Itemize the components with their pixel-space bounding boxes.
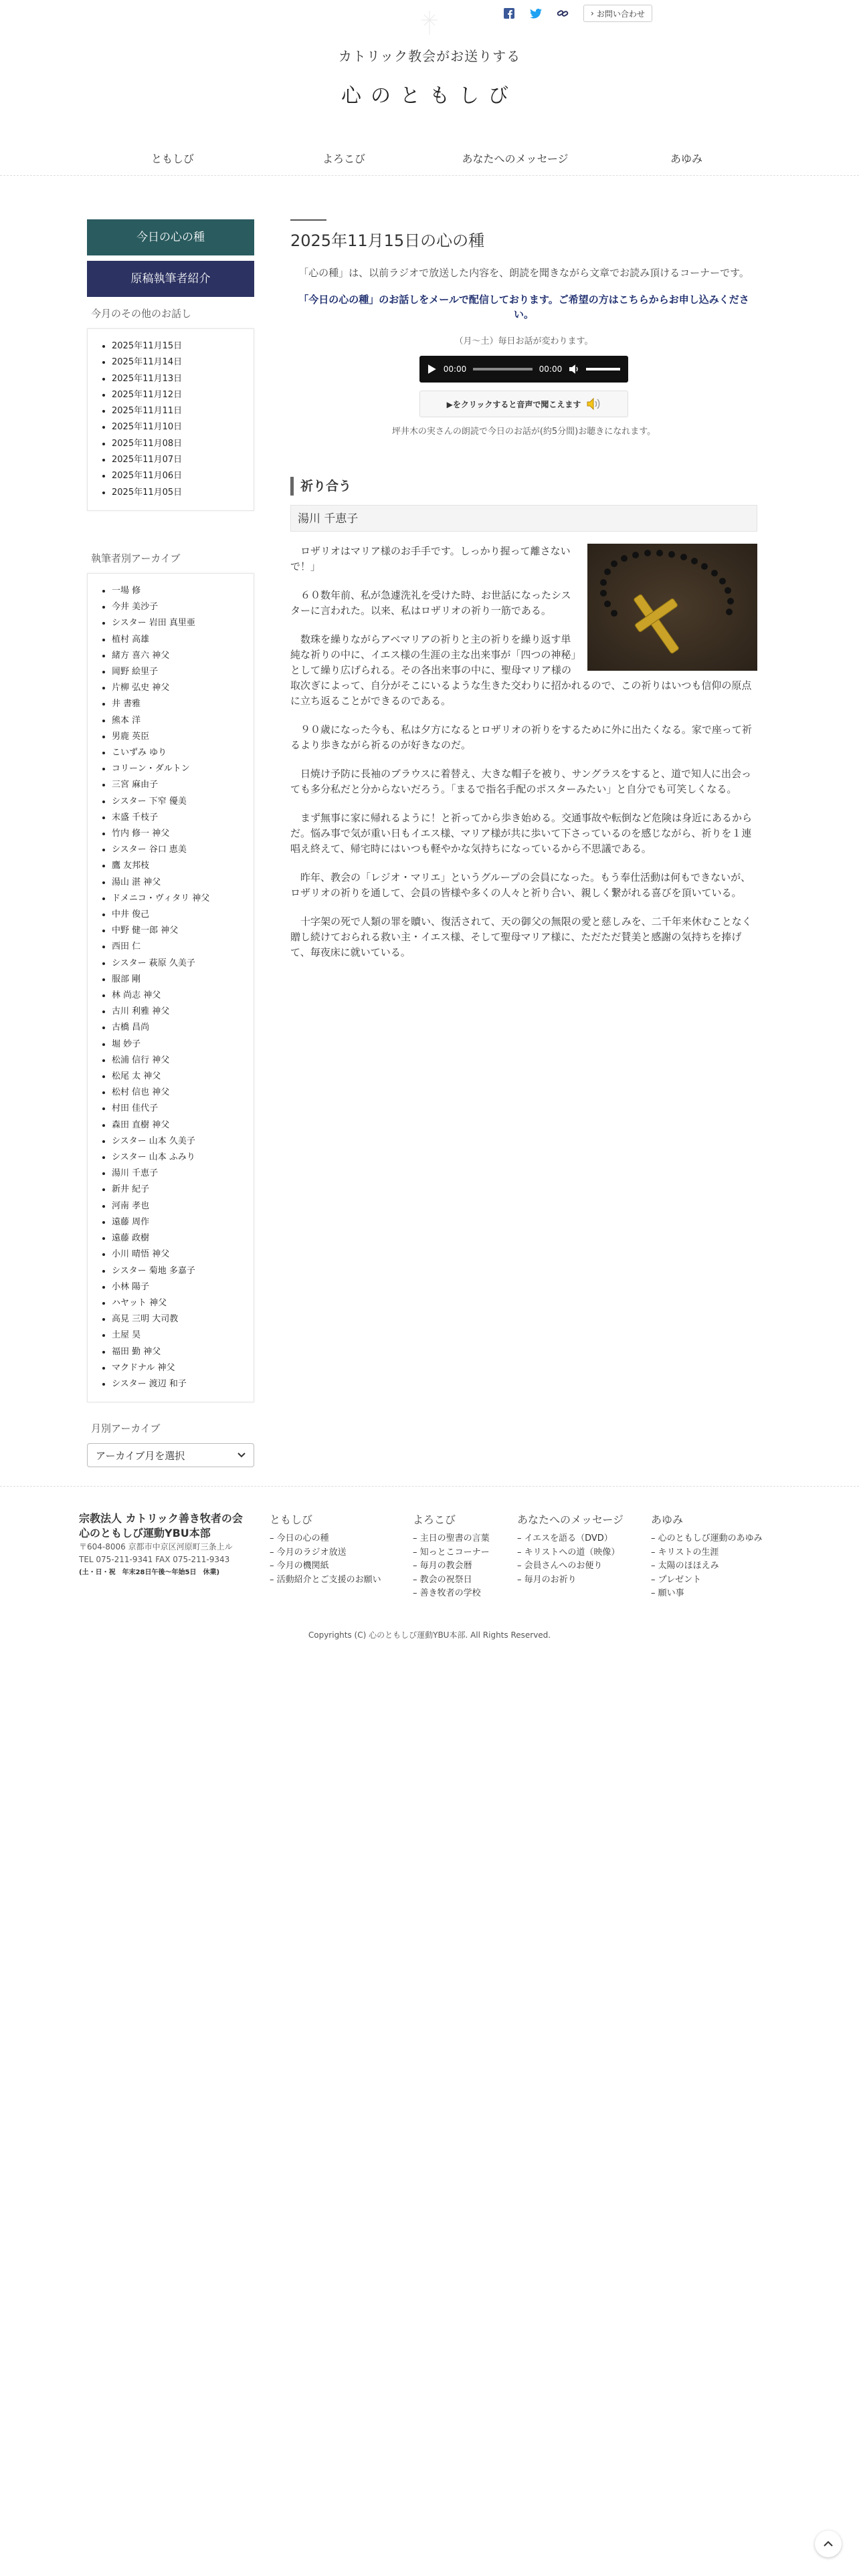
author-link[interactable]: • シスター 渡辺 和子 bbox=[112, 1376, 243, 1392]
footer-link[interactable] bbox=[517, 1560, 651, 1574]
footer-link[interactable] bbox=[651, 1574, 785, 1588]
monthly-archive-heading: 月別アーカイブ bbox=[91, 1422, 161, 1435]
essay-body bbox=[290, 544, 757, 960]
essay-paragraph: ９０歳になった今も、私は夕方になるとロザリオの祈りをするために外に出たくなる。家で座って祈るより歩きながら祈るのが好きなのだ。 bbox=[290, 724, 752, 751]
essay-paragraph: 日焼け予防に長袖のブラウスに着替え、大きな帽子を被り、サングラスをすると、道で知人に出会っても多分私だと分からないだろう。「まるで指名手配のポスターみたい」と自分でも可笑しくなる。 bbox=[290, 768, 751, 795]
chevron-down-icon bbox=[237, 1453, 246, 1458]
footer-link-list bbox=[413, 1532, 517, 1601]
author-link[interactable]: • 今井 美沙子 bbox=[112, 599, 243, 615]
dash-bullet: – bbox=[517, 1574, 524, 1585]
story-date-link[interactable]: • 2025年11月15日 bbox=[112, 338, 243, 354]
other-stories-list bbox=[87, 328, 254, 511]
story-date-link[interactable]: • 2025年11月13日 bbox=[112, 371, 243, 387]
story-date-link[interactable]: • 2025年11月14日 bbox=[112, 354, 243, 370]
footer-link-label: 太陽のほほえみ bbox=[658, 1561, 719, 1571]
footer-link-label: 教会の祝祭日 bbox=[419, 1574, 472, 1585]
author-link[interactable]: • 男鹿 英臣 bbox=[112, 729, 243, 745]
story-date-link[interactable]: • 2025年11月10日 bbox=[112, 419, 243, 435]
footer-link-label: 善き牧者の学校 bbox=[419, 1588, 481, 1598]
dash-bullet: – bbox=[651, 1533, 658, 1543]
audio-player bbox=[419, 356, 628, 383]
audio-current-time: 00:00 bbox=[443, 364, 467, 374]
footer-column-heading[interactable]: よろこび bbox=[413, 1513, 456, 1526]
author-link[interactable]: • 河南 孝也 bbox=[112, 1198, 243, 1214]
voice-caption: 坪井木の実さんの朗読で今日のお話が(約5分間)お聴きになれます。 bbox=[391, 427, 656, 437]
footer-link-label: 知っとこコーナー bbox=[419, 1547, 490, 1558]
dash-bullet: – bbox=[413, 1547, 420, 1558]
sidebar bbox=[87, 219, 254, 1467]
author-link[interactable]: • マクドナル 神父 bbox=[112, 1360, 243, 1376]
twitter-icon[interactable] bbox=[530, 7, 542, 19]
link-icon[interactable] bbox=[557, 7, 569, 19]
footer-link-label: キリストへの道（映像） bbox=[524, 1547, 620, 1558]
author-link[interactable]: • 小川 晴悟 神父 bbox=[112, 1247, 243, 1263]
footer-link[interactable] bbox=[517, 1574, 651, 1588]
authors-intro-button[interactable]: 原稿執筆者紹介 bbox=[87, 261, 254, 297]
author-link[interactable]: • 三宮 麻由子 bbox=[112, 777, 243, 793]
org-subname: 心のともしび運動YBU本部 bbox=[79, 1527, 211, 1539]
author-link[interactable]: • 林 尚志 神父 bbox=[112, 988, 243, 1004]
footer-link[interactable] bbox=[413, 1587, 517, 1601]
nav-item-ayumi[interactable]: あゆみ bbox=[670, 152, 702, 165]
author-link[interactable]: • 一場 修 bbox=[112, 583, 243, 599]
dash-bullet: – bbox=[517, 1533, 524, 1543]
footer-link-label: 毎月の教会暦 bbox=[419, 1561, 472, 1571]
dash-bullet: – bbox=[413, 1561, 420, 1571]
footer-link[interactable] bbox=[413, 1574, 517, 1588]
facebook-icon[interactable] bbox=[503, 7, 515, 19]
footer-link[interactable] bbox=[413, 1546, 517, 1560]
title-accent-line bbox=[290, 219, 326, 221]
author-name: 湯川 千恵子 bbox=[290, 505, 757, 532]
dash-bullet: – bbox=[651, 1574, 658, 1585]
authors-archive-list bbox=[87, 573, 254, 1402]
footer-link[interactable] bbox=[413, 1560, 517, 1574]
dash-bullet: – bbox=[651, 1561, 658, 1571]
footer-link[interactable] bbox=[651, 1560, 785, 1574]
author-link[interactable]: • シスター 谷口 恵美 bbox=[112, 842, 243, 858]
org-hours: (土・日・祝 年末28日午後〜年始5日 休業) bbox=[79, 1569, 220, 1576]
author-link[interactable]: • 西田 仁 bbox=[112, 939, 243, 955]
author-link[interactable]: • こいずみ ゆり bbox=[112, 745, 243, 761]
story-date-link[interactable]: • 2025年11月11日 bbox=[112, 403, 243, 419]
dash-bullet: – bbox=[413, 1574, 420, 1585]
org-address: 〒604-8006 京都市中京区河原町三条上ル bbox=[79, 1542, 233, 1551]
essay-paragraph: ６０数年前、私が急遽洗礼を受けた時、お世話になったシスターに言われた。以来、私はロザリオの祈り一筋である。 bbox=[290, 589, 571, 617]
author-link[interactable]: • 片柳 弘史 神父 bbox=[112, 680, 243, 696]
footer-column bbox=[413, 1511, 517, 1601]
candle-logo-icon bbox=[419, 9, 440, 36]
author-link[interactable]: • シスター 岩田 真里亜 bbox=[112, 615, 243, 631]
footer-link[interactable] bbox=[270, 1574, 413, 1588]
footer-link-label: 毎月のお祈り bbox=[524, 1574, 577, 1585]
footer-link-label: 主日の聖書の言葉 bbox=[419, 1533, 490, 1543]
author-link[interactable]: • 湯川 千恵子 bbox=[112, 1166, 243, 1182]
footer-link[interactable] bbox=[270, 1560, 413, 1574]
org-tel: TEL 075-211-9341 FAX 075-211-9343 bbox=[79, 1555, 230, 1564]
author-link[interactable]: • 中井 俊己 bbox=[112, 907, 243, 923]
author-link[interactable]: • 松浦 信行 神父 bbox=[112, 1053, 243, 1069]
author-link[interactable]: • 中野 健一郎 神父 bbox=[112, 923, 243, 939]
volume-icon[interactable] bbox=[569, 364, 579, 374]
story-date-link[interactable]: • 2025年11月05日 bbox=[112, 485, 243, 501]
intro-text: 「心の種」は、以前ラジオで放送した内容を、朗読を聞きながら文章でお読み頂けるコーナーです。 bbox=[298, 267, 749, 279]
author-link[interactable]: • シスター 下窄 優美 bbox=[112, 794, 243, 810]
contact-button[interactable] bbox=[583, 5, 652, 22]
footer-link[interactable] bbox=[651, 1587, 785, 1601]
author-link[interactable]: • 熊本 洋 bbox=[112, 713, 243, 729]
footer-link-label: プレゼント bbox=[658, 1574, 702, 1585]
author-link[interactable]: • 堀 妙子 bbox=[112, 1037, 243, 1053]
chevron-up-icon bbox=[824, 2541, 833, 2547]
dash-bullet: – bbox=[651, 1588, 658, 1598]
author-link[interactable]: • 土屋 昊 bbox=[112, 1327, 243, 1344]
footer-link-label: 会員さんへのお便り bbox=[524, 1561, 603, 1571]
story-date-link[interactable]: • 2025年11月12日 bbox=[112, 387, 243, 403]
author-link[interactable]: • 末盛 千枝子 bbox=[112, 810, 243, 826]
today-seed-button[interactable]: 今日の心の種 bbox=[87, 219, 254, 255]
author-link[interactable]: • シスター 萩原 久美子 bbox=[112, 956, 243, 972]
footer-organization bbox=[79, 1511, 270, 1601]
author-link[interactable]: • 服部 剛 bbox=[112, 972, 243, 988]
dash-bullet: – bbox=[517, 1547, 524, 1558]
footer-link-label: 今日の心の種 bbox=[276, 1533, 329, 1543]
nav-item-message[interactable]: あなたへのメッセージ bbox=[462, 152, 569, 165]
author-link[interactable]: • 松尾 太 神父 bbox=[112, 1069, 243, 1085]
author-link[interactable]: • 井 書雅 bbox=[112, 696, 243, 712]
author-link[interactable]: • コリーン・ダルトン bbox=[112, 761, 243, 777]
author-link[interactable]: • シスター 山本 久美子 bbox=[112, 1134, 243, 1150]
footer-link-list bbox=[517, 1532, 651, 1587]
essay-paragraph: 数珠を繰りながらアベマリアの祈りと主の祈りを繰り返す単純な祈りの中に、イエス様の生涯の主な出来事が「四つの神秘」として繰り広げられる。その各出来事の中に、聖母マリア様の取次ぎによって、自分がそこにいるような生きた交わりに招かれるので、この祈りはいつも信仰の原点に立ち返ることができるのである。 bbox=[290, 633, 752, 707]
footer-column-heading[interactable]: ともしび bbox=[270, 1513, 313, 1526]
page-title: 2025年11月15日の心の種 bbox=[290, 231, 485, 250]
footer-column bbox=[270, 1511, 413, 1601]
contact-label: お問い合わせ bbox=[596, 9, 645, 19]
footer-link-label: 願い事 bbox=[658, 1588, 684, 1598]
footer-column bbox=[651, 1511, 785, 1601]
footer-link-label: 今月のラジオ放送 bbox=[276, 1547, 347, 1558]
footer-link[interactable] bbox=[651, 1546, 785, 1560]
daily-note: （月〜土）毎日お話が変わります。 bbox=[454, 336, 593, 346]
footer-link-list bbox=[651, 1532, 785, 1601]
chevron-right-icon: › bbox=[591, 9, 594, 18]
voice-play-button[interactable] bbox=[419, 391, 628, 417]
author-link[interactable]: • 岡野 絵里子 bbox=[112, 664, 243, 680]
monthly-archive-select[interactable] bbox=[87, 1443, 254, 1467]
nav-item-tomoshibi[interactable]: ともしび bbox=[151, 152, 194, 165]
dash-bullet: – bbox=[270, 1574, 277, 1585]
author-link[interactable]: • シスター 山本 ふみり bbox=[112, 1150, 243, 1166]
audio-seek-bar[interactable] bbox=[473, 368, 532, 370]
dash-bullet: – bbox=[651, 1547, 658, 1558]
author-link[interactable]: • 遠藤 周作 bbox=[112, 1214, 243, 1230]
author-link[interactable]: • 松村 信也 神父 bbox=[112, 1085, 243, 1101]
nav-divider bbox=[0, 175, 859, 176]
author-link[interactable]: • 古橋 昌尚 bbox=[112, 1020, 243, 1036]
story-date-link[interactable]: • 2025年11月07日 bbox=[112, 452, 243, 468]
footer-link-label: イエスを語る（DVD） bbox=[524, 1533, 613, 1543]
dash-bullet: – bbox=[517, 1561, 524, 1571]
site-title[interactable]: 心のともしび bbox=[341, 84, 518, 108]
footer-link[interactable] bbox=[413, 1532, 517, 1546]
footer-link-columns bbox=[270, 1511, 785, 1601]
author-link[interactable]: • 森田 直樹 神父 bbox=[112, 1117, 243, 1134]
other-stories-heading: 今月のその他のお話し bbox=[91, 308, 192, 320]
mail-subscribe-link[interactable]: 「今日の心の種」のお話しをメールで配信しております。ご希望の方はこちらからお申し込みください。 bbox=[298, 294, 749, 320]
footer-link[interactable] bbox=[517, 1532, 651, 1546]
footer-link[interactable] bbox=[651, 1532, 785, 1546]
author-link[interactable]: • 竹内 修一 神父 bbox=[112, 826, 243, 842]
author-link[interactable]: • ドメニコ・ヴィタリ 神父 bbox=[112, 891, 243, 907]
back-to-top-button[interactable] bbox=[815, 2531, 842, 2557]
author-link[interactable]: • ハヤット 神父 bbox=[112, 1295, 243, 1311]
section-title: 祈り合う bbox=[290, 477, 757, 496]
dash-bullet: – bbox=[270, 1547, 277, 1558]
header-utility-bar bbox=[503, 4, 652, 23]
play-icon[interactable] bbox=[427, 364, 437, 374]
story-date-link[interactable]: • 2025年11月08日 bbox=[112, 436, 243, 452]
footer-column bbox=[517, 1511, 651, 1601]
footer-divider bbox=[0, 1486, 859, 1487]
story-date-link[interactable]: • 2025年11月06日 bbox=[112, 468, 243, 484]
author-link[interactable]: • 鷹 友邦枝 bbox=[112, 858, 243, 874]
nav-item-yorokobi[interactable]: よろこび bbox=[322, 152, 365, 165]
footer-link-label: キリストの生涯 bbox=[658, 1547, 719, 1558]
dash-bullet: – bbox=[270, 1561, 277, 1571]
author-link[interactable]: • 湯山 湛 神父 bbox=[112, 875, 243, 891]
audio-volume-slider[interactable] bbox=[586, 368, 620, 370]
author-link[interactable]: • 福田 勤 神父 bbox=[112, 1344, 243, 1360]
essay-paragraph: 十字架の死で人類の罪を贖い、復活されて、天の御父の無限の愛と慈しみを、二千年来休むことなく贈し続けておられる救い主・イエス様、そして聖母マリア様に、ただただ賛美と感謝の気持ちを捧げて、毎夜床に就いている。 bbox=[290, 916, 752, 958]
rosary-photo bbox=[587, 544, 757, 671]
essay-paragraph: まず無事に家に帰れるように！と祈ってから歩き始める。交通事故や転倒など危険は身近にあるからだ。悩み事で気が重い日もイエス様、マリア様が共に歩いて下さっているのを感じながら、祈りを１連唱え終えて、帰宅時にはいつも軽やかな気持ちになっているから不思議である。 bbox=[290, 812, 753, 855]
org-name: 宗教法人 カトリック善き牧者の会 bbox=[79, 1512, 243, 1525]
author-link[interactable]: • シスター 菊地 多嘉子 bbox=[112, 1263, 243, 1279]
essay-paragraph: 昨年、教会の「レジオ・マリエ」というグループの会員になった。もう奉仕活動は何もできないが、ロザリオの祈りを通して、会員の皆様や多くの人々と祈り合い、親しく繋がれる喜びを頂いている。 bbox=[290, 871, 751, 899]
global-nav bbox=[87, 146, 772, 173]
dash-bullet: – bbox=[413, 1588, 420, 1598]
author-link[interactable]: • 高見 三明 大司教 bbox=[112, 1311, 243, 1327]
speaker-icon bbox=[586, 397, 601, 411]
footer-link-label: 活動紹介とご支援のお願い bbox=[276, 1574, 381, 1585]
footer-column-heading[interactable]: あゆみ bbox=[651, 1513, 684, 1526]
essay-paragraph: ロザリオはマリア様のお手手です。しっかり握って離さないで！」 bbox=[290, 545, 571, 572]
footer-column-heading[interactable]: あなたへのメッセージ bbox=[517, 1513, 624, 1526]
site-subtitle: カトリック教会がお送りする bbox=[338, 48, 521, 64]
footer-link[interactable] bbox=[270, 1532, 413, 1546]
author-link[interactable]: • 緒方 喜六 神父 bbox=[112, 648, 243, 664]
author-link[interactable]: • 古川 利雅 神父 bbox=[112, 1004, 243, 1020]
author-link[interactable]: • 村田 佳代子 bbox=[112, 1101, 243, 1117]
dash-bullet: – bbox=[270, 1533, 277, 1543]
footer-link-list bbox=[270, 1532, 413, 1587]
author-link[interactable]: • 遠藤 政樹 bbox=[112, 1230, 243, 1247]
footer-link-label: 心のともしび運動のあゆみ bbox=[658, 1533, 763, 1543]
archive-select-value: アーカイブ月を選択 bbox=[96, 1449, 185, 1462]
copyright: Copyrights (C) 心のともしび運動YBU本部. All Rights Reserved. bbox=[308, 1630, 551, 1640]
authors-archive-heading: 執筆者別アーカイブ bbox=[91, 552, 181, 564]
dash-bullet: – bbox=[413, 1533, 420, 1543]
author-link[interactable]: • 小林 陽子 bbox=[112, 1279, 243, 1295]
footer-link[interactable] bbox=[517, 1546, 651, 1560]
footer bbox=[79, 1511, 788, 1601]
audio-duration: 00:00 bbox=[539, 364, 563, 374]
footer-link[interactable] bbox=[270, 1546, 413, 1560]
main-content bbox=[290, 219, 757, 974]
author-link[interactable]: • 新井 紀子 bbox=[112, 1182, 243, 1198]
footer-link-label: 今月の機関紙 bbox=[276, 1561, 329, 1571]
author-link[interactable]: • 植村 高雄 bbox=[112, 632, 243, 648]
voice-button-label: ▶をクリックすると音声で聞こえます bbox=[446, 399, 581, 409]
